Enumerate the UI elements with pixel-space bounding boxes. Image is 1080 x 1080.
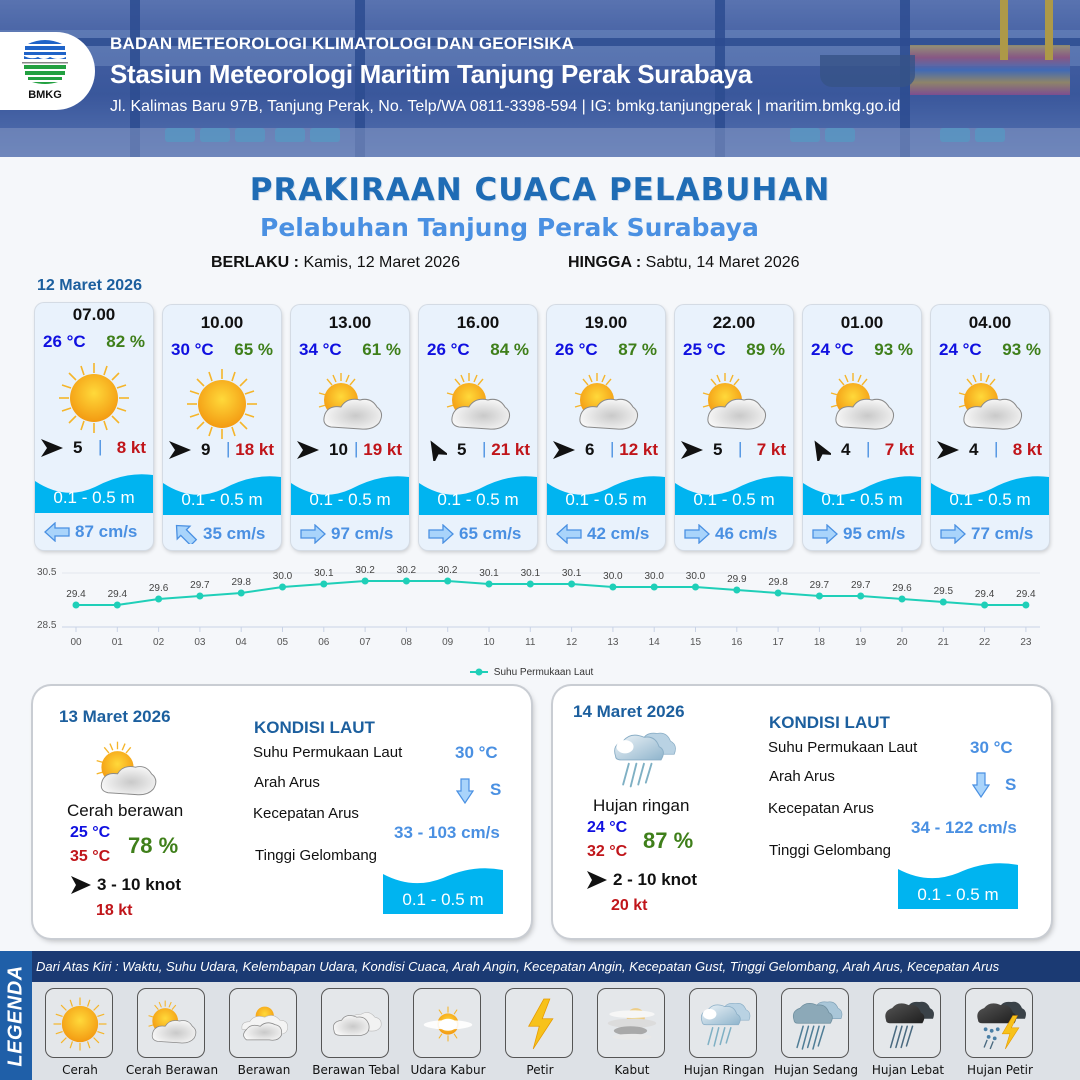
day3-dir-label: Arah Arus [769,768,835,785]
gust-speed: 8 kt [1012,440,1042,459]
wind-arrow-east-icon [297,439,319,461]
day2-speed-label: Kecepatan Arus [253,805,359,822]
current-arrow-northwest-icon [171,524,199,544]
data-point [238,590,245,597]
humidity: 89 % [746,340,785,359]
air-temperature: 26 °C [555,340,598,359]
forecast-time: 10.00 [200,313,244,332]
air-temperature: 34 °C [299,340,342,359]
air-temperature: 24 °C [939,340,982,359]
wind-row [931,438,1049,462]
data-label: 29.7 [190,580,210,591]
x-tick-label: 04 [235,637,247,648]
humidity: 84 % [490,340,529,359]
day3-dir-value: S [1005,775,1017,794]
current-row [291,522,409,546]
light-rain-icon [696,996,752,1052]
day2-dir-value: S [490,780,502,799]
wind-row [803,438,921,462]
hourly-card [163,305,281,550]
wind-row [163,438,281,462]
legend-icon-box [137,988,205,1058]
day2-temp-max: 35 °C [70,848,111,865]
legend-label: Cerah [62,1063,98,1077]
forecast-time: 07.00 [72,305,116,324]
air-temperature: 26 °C [43,332,86,351]
current-arrow-east-icon [299,524,327,544]
legend-icon-box [965,988,1033,1058]
gust-speed: 7 kt [884,440,914,459]
current-row [675,522,793,546]
legend-label: Cerah Berawan [125,1063,219,1077]
hourly-card [675,305,793,550]
legend-icon-box [781,988,849,1058]
wave-height: 0.1 - 0.5 m [53,488,135,507]
separator: | [482,439,487,458]
thunderstorm-icon [972,996,1028,1052]
data-point [857,593,864,600]
wind-arrow-east-icon [553,439,575,461]
gust-speed: 7 kt [756,440,786,459]
legend-label: Berawan Tebal [312,1063,400,1077]
day3-wave-label: Tinggi Gelombang [769,842,892,859]
wind-row [547,438,665,462]
day2-speed-value: 33 - 103 cm/s [394,823,500,842]
forecast-time: 19.00 [584,313,628,332]
x-tick-label: 01 [111,637,123,648]
x-tick-label: 00 [70,637,82,648]
hourly-card [931,305,1049,550]
data-label: 29.5 [933,586,954,597]
x-tick-label: 06 [318,637,330,648]
day3-sst-label: Suhu Permukaan Laut [768,739,918,756]
current-row [419,522,537,546]
organization-name: BADAN METEOROLOGI KLIMATOLOGI DAN GEOFISIKA [110,34,575,53]
legend-icon-box [413,988,481,1058]
data-point [403,578,410,585]
bmkg-logo [20,36,70,104]
forecast-time: 04.00 [968,313,1012,332]
day3-sea-title: KONDISI LAUT [769,713,890,732]
day3-condition: Hujan ringan [593,796,690,815]
data-label: 30.1 [479,568,499,579]
wind-speed: 4 [841,440,851,459]
wind-arrow-east-icon [169,439,191,461]
data-point [362,578,369,585]
day3-date: 14 Maret 2026 [573,702,685,721]
separator: | [226,439,231,458]
x-tick-label: 07 [359,637,371,648]
data-label: 29.4 [66,589,86,600]
data-point [733,587,740,594]
humidity: 61 % [362,340,401,359]
legend-label: Berawan [237,1063,291,1077]
sun-icon [52,996,108,1052]
wave-height: 0.1 - 0.5 m [565,490,647,509]
data-point [320,581,327,588]
wind-speed: 10 [329,440,348,459]
air-temperature: 30 °C [171,340,214,359]
day2-wind: 3 - 10 knot [97,875,182,894]
gust-speed: 18 kt [235,440,274,459]
sun-cloud-icon [569,367,643,441]
data-label: 30.1 [314,568,334,579]
current-speed: 65 cm/s [459,524,522,543]
data-label: 29.8 [231,577,251,588]
day2-gust: 18 kt [96,902,133,919]
current-row [547,522,665,546]
data-label: 30.2 [396,565,417,576]
wind-arrow-east-icon [587,871,607,889]
legend-label: Udara Kabur [410,1063,486,1077]
x-tick-label: 16 [731,637,743,648]
light-rain-icon [608,724,678,794]
y-tick-min: 28.5 [37,620,57,631]
current-speed: 42 cm/s [587,524,650,543]
wind-arrow-east-icon [937,439,959,461]
data-label: 30.0 [603,571,623,582]
data-label: 29.6 [892,583,912,594]
valid-from-label: BERLAKU : [211,254,299,271]
data-point [1022,602,1029,609]
current-speed: 35 cm/s [203,524,266,543]
moderate-rain-icon [788,996,844,1052]
data-label: 29.4 [974,589,995,600]
day2-wave-label: Tinggi Gelombang [255,847,378,864]
x-tick-label: 03 [194,637,206,648]
header-text [110,34,900,116]
x-tick-label: 23 [1020,637,1032,648]
day2-wave-value: 0.1 - 0.5 m [402,890,484,909]
forecast-time: 01.00 [840,313,884,332]
current-speed: 77 cm/s [971,524,1034,543]
data-label: 30.1 [561,568,582,579]
wave-height: 0.1 - 0.5 m [949,490,1031,509]
sun-cloud-icon [825,367,899,441]
station-name: Stasiun Meteorologi Maritim Tanjung Perak Surabaya [110,59,752,89]
sun-cloud-icon [144,996,200,1052]
air-temperature: 26 °C [427,340,470,359]
data-point [486,581,493,588]
legend-side-label [0,951,32,1080]
day3-temp-max: 32 °C [587,843,628,860]
x-tick-label: 13 [607,637,619,648]
data-point [444,578,451,585]
data-point [981,602,988,609]
day2-sst-label: Suhu Permukaan Laut [253,744,403,761]
current-speed: 46 cm/s [715,524,778,543]
data-point [155,596,162,603]
x-tick-label: 05 [276,637,289,648]
humidity: 82 % [106,332,145,351]
day1-date: 12 Maret 2026 [37,277,142,294]
wind-speed: 5 [73,438,83,457]
forecast-time: 16.00 [456,313,500,332]
data-point [816,593,823,600]
cloudy-icon [236,996,292,1052]
fog-icon [604,996,660,1052]
day3-speed-label: Kecepatan Arus [768,800,874,817]
humidity: 65 % [234,340,273,359]
separator: | [354,439,359,458]
day2-sea-title: KONDISI LAUT [254,718,375,737]
current-row [931,522,1049,546]
humidity: 93 % [874,340,913,359]
legend-icon-box [229,988,297,1058]
day3-sst-value: 30 °C [970,738,1013,757]
wind-speed: 4 [969,440,979,459]
data-point [73,602,80,609]
day3-wave-value: 0.1 - 0.5 m [917,885,999,904]
x-tick-label: 02 [153,637,165,648]
air-temperature: 25 °C [683,340,726,359]
x-tick-label: 14 [648,637,660,648]
legend-label: Hujan Ringan [683,1063,765,1077]
day3-wind: 2 - 10 knot [613,870,698,889]
data-point [651,584,658,591]
current-arrow-south-icon [972,772,990,798]
legend-label: Hujan Sedang [774,1063,858,1077]
data-point [609,584,616,591]
separator: | [98,437,103,456]
data-label: 29.4 [107,589,128,600]
day2-date: 13 Maret 2026 [59,707,171,726]
day2-sst-value: 30 °C [455,743,498,762]
station-address: Jl. Kalimas Baru 97B, Tanjung Perak, No. Telp/WA 0811-3398-594 | IG: bmkg.tanjungperak | maritim.bmkg.go.id [110,98,901,115]
sun-icon [185,367,259,441]
legend-icon-box [689,988,757,1058]
wind-arrow-east-icon [681,439,703,461]
data-label: 29.4 [1016,589,1036,600]
valid-to-label: HINGGA : [568,254,642,271]
forecast-time: 13.00 [328,313,372,332]
sun-cloud-icon [441,367,515,441]
hourly-card [419,305,537,550]
data-label: 30.0 [272,571,293,582]
legend-label: Kabut [614,1063,650,1077]
day2-dir-label: Arah Arus [254,774,320,791]
day3-speed-value: 34 - 122 cm/s [911,818,1017,837]
current-arrow-south-icon [456,778,474,804]
day2-panel [33,686,531,938]
data-point [899,596,906,603]
chart-legend [470,667,593,678]
wind-arrow-northwest-icon [809,439,831,461]
gust-speed: 12 kt [619,440,658,459]
wind-speed: 5 [457,440,467,459]
wave-height: 0.1 - 0.5 m [693,490,775,509]
wind-row [675,438,793,462]
sun-cloud-icon [697,367,771,441]
current-row [163,522,281,546]
data-point [527,581,534,588]
wind-speed: 5 [713,440,723,459]
separator: | [738,439,743,458]
current-speed: 95 cm/s [843,524,906,543]
x-tick-label: 12 [566,637,578,648]
data-label: 29.8 [768,577,788,588]
wind-row [291,438,409,462]
data-label: 29.7 [850,580,871,591]
wave-height: 0.1 - 0.5 m [181,490,263,509]
wind-arrow-east-icon [71,876,91,894]
current-speed: 97 cm/s [331,524,394,543]
x-tick-label: 11 [525,637,536,648]
data-point [692,584,699,591]
valid-from-value: Kamis, 12 Maret 2026 [303,254,460,271]
current-arrow-east-icon [811,524,839,544]
data-label: 30.0 [685,571,706,582]
legend-label: Hujan Lebat [871,1063,945,1077]
air-temperature: 24 °C [811,340,854,359]
chart-legend-label: Suhu Permukaan Laut [493,667,594,678]
current-arrow-west-icon [43,522,71,542]
wave-height: 0.1 - 0.5 m [821,490,903,509]
legend-title: LEGENDA [4,964,27,1067]
legend-description: Dari Atas Kiri : Waktu, Suhu Udara, Kelembapan Udara, Kondisi Cuaca, Arah Angin, Kecepatan Angin, Kecepatan Gust, Tinggi Gelombang, Arah Arus, Kecepatan Arus [36,959,1000,974]
day2-temp-min: 25 °C [70,824,111,841]
data-point [568,581,575,588]
legend-label: Hujan Petir [967,1063,1033,1077]
sun-cloud-icon [313,367,387,441]
data-point [196,593,203,600]
x-tick-label: 21 [937,637,949,648]
x-tick-label: 15 [689,637,702,648]
data-label: 29.6 [148,583,169,594]
x-tick-label: 08 [400,637,412,648]
data-point [940,599,947,606]
x-tick-label: 17 [772,637,784,648]
humidity: 93 % [1002,340,1041,359]
wind-speed: 9 [201,440,211,459]
current-row [35,520,153,544]
page-title: PRAKIRAAN CUACA PELABUHAN [249,172,831,208]
y-tick-max: 30.5 [37,567,57,578]
gust-speed: 19 kt [363,440,402,459]
legend-description-bar [32,951,1080,982]
day3-temp-min: 24 °C [587,819,628,836]
current-arrow-east-icon [683,524,711,544]
legend-icon-box [505,988,573,1058]
legend-marker-icon [470,667,488,677]
overcast-icon [328,996,384,1052]
current-arrow-east-icon [427,524,455,544]
valid-from [211,254,460,272]
data-label: 30.1 [520,568,541,579]
x-tick-label: 20 [896,637,908,648]
x-tick-label: 18 [813,637,825,648]
gust-speed: 8 kt [116,438,146,457]
valid-to [568,254,800,272]
page-subtitle: Pelabuhan Tanjung Perak Surabaya [260,213,759,242]
wind-arrow-east-icon [41,437,63,459]
x-tick-label: 22 [979,637,991,648]
data-point [775,590,782,597]
current-arrow-west-icon [555,524,583,544]
data-label: 30.0 [644,571,664,582]
sun-cloud-icon [91,736,161,806]
data-label: 30.2 [437,565,458,576]
legend-icon-box [45,988,113,1058]
sun-cloud-icon [953,367,1027,441]
day3-gust: 20 kt [611,897,648,914]
lightning-icon [512,996,568,1052]
day2-condition: Cerah berawan [67,801,184,820]
x-tick-label: 19 [855,637,867,648]
current-arrow-east-icon [939,524,967,544]
data-point [279,584,286,591]
day3-humidity: 87 % [643,828,694,853]
current-row [803,522,921,546]
humidity: 87 % [618,340,657,359]
legend-icon-box [873,988,941,1058]
haze-icon [420,996,476,1052]
separator: | [866,439,871,458]
hourly-card [35,303,153,550]
hourly-card [803,305,921,550]
valid-to-value: Sabtu, 14 Maret 2026 [645,254,800,271]
wind-speed: 6 [585,440,595,459]
separator: | [610,439,615,458]
svg-text:BMKG: BMKG [28,89,62,101]
data-label: 29.7 [809,580,830,591]
header-banner [0,0,1080,157]
legend-icon-box [321,988,389,1058]
forecast-time: 22.00 [712,313,756,332]
current-speed: 87 cm/s [75,522,138,541]
separator: | [994,439,999,458]
data-label: 30.2 [355,565,375,576]
wave-height: 0.1 - 0.5 m [309,490,391,509]
wind-row [419,438,537,462]
data-label: 29.9 [727,574,747,585]
day3-panel [553,686,1051,938]
legend-icon-box [597,988,665,1058]
wave-height: 0.1 - 0.5 m [437,490,519,509]
heavy-rain-icon [880,996,936,1052]
hourly-card [547,305,665,550]
wind-arrow-northwest-icon [425,439,447,461]
gust-speed: 21 kt [491,440,530,459]
day2-humidity: 78 % [128,833,179,858]
sun-icon [57,361,131,435]
data-point [114,602,121,609]
legend-label: Petir [526,1063,554,1077]
x-tick-label: 09 [442,637,454,648]
hourly-card [291,305,409,550]
wind-row [35,436,153,460]
x-tick-label: 10 [483,637,495,648]
